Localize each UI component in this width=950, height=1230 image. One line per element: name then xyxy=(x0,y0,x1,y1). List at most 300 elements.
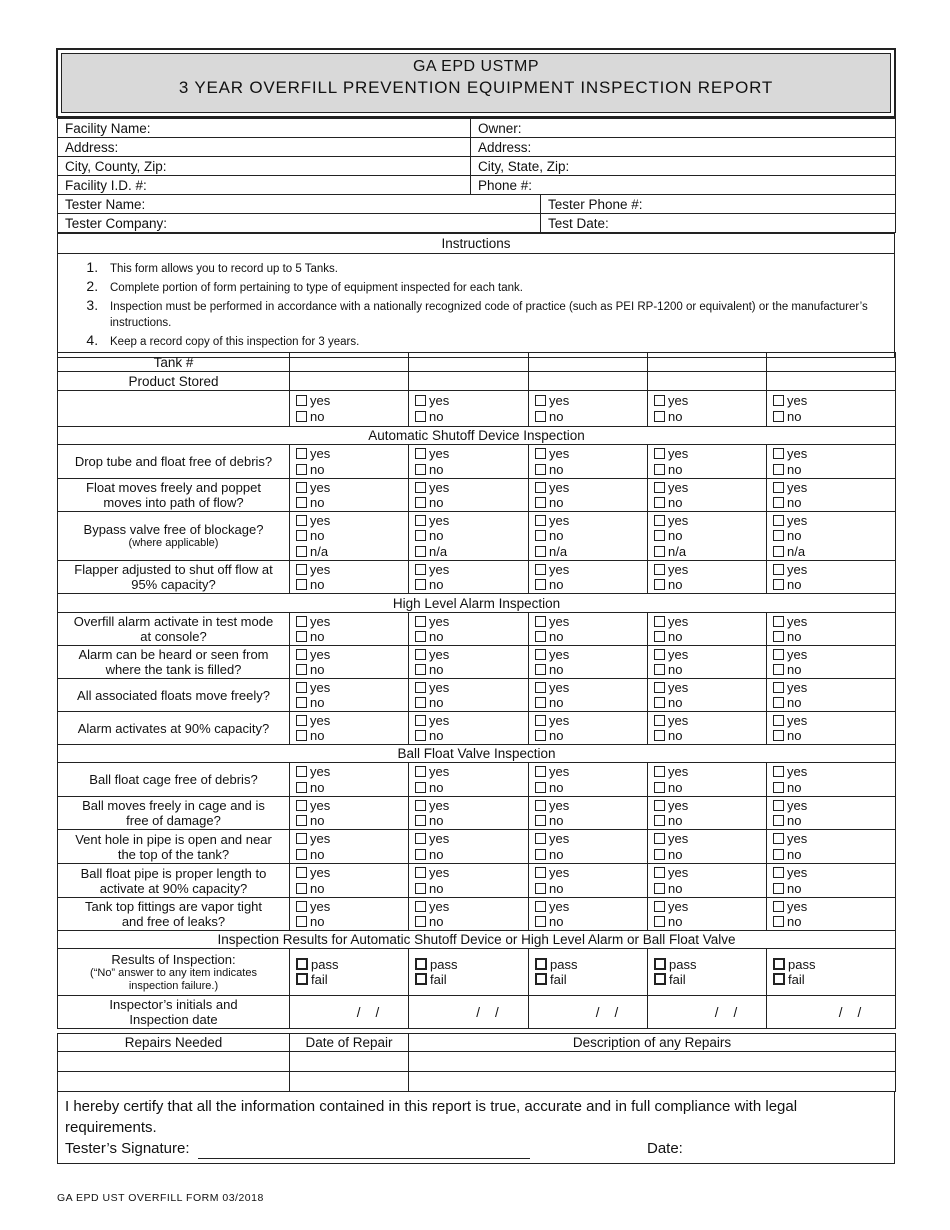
facility-id-field[interactable]: Facility I.D. #: xyxy=(58,176,471,195)
checkbox-no[interactable] xyxy=(535,579,546,590)
tank-number-label: Tank # xyxy=(58,353,290,372)
option-label: no xyxy=(668,528,683,544)
checkbox-yes[interactable] xyxy=(773,715,784,726)
checkbox-no[interactable] xyxy=(773,782,784,793)
option-label: no xyxy=(310,695,325,710)
option-no xyxy=(415,881,522,897)
checkbox-yes[interactable] xyxy=(415,867,426,878)
checkbox-yes[interactable] xyxy=(415,515,426,526)
checkbox-yes[interactable] xyxy=(296,616,307,627)
checkbox-yes[interactable] xyxy=(415,766,426,777)
checkbox-yes[interactable] xyxy=(296,715,307,726)
option-no xyxy=(415,629,522,645)
option-label: yes xyxy=(549,512,570,528)
option-label: no xyxy=(668,880,683,896)
tank-response-cell xyxy=(290,797,409,830)
checkbox-yes[interactable] xyxy=(773,616,784,627)
checkbox-fail[interactable] xyxy=(415,973,427,985)
option-no xyxy=(296,528,402,544)
option-yes xyxy=(535,713,641,729)
tank-response-cell xyxy=(529,512,648,561)
option-label: n/a xyxy=(429,543,448,559)
checkbox-na[interactable] xyxy=(535,546,546,557)
instructions-list xyxy=(58,254,894,357)
option-no xyxy=(654,629,760,645)
checkbox-yes[interactable] xyxy=(296,649,307,660)
tank-response-cell xyxy=(767,561,896,594)
checkbox-no[interactable] xyxy=(535,849,546,860)
option-yes xyxy=(773,393,889,409)
tank-response-cell xyxy=(529,830,648,864)
option-yes xyxy=(296,562,402,578)
repair-description-input[interactable] xyxy=(409,1052,896,1072)
checkbox-yes[interactable] xyxy=(773,766,784,777)
checkbox-no[interactable] xyxy=(773,497,784,508)
checkbox-yes[interactable] xyxy=(654,766,665,777)
checkbox-yes[interactable] xyxy=(773,482,784,493)
repair-description-header: Description of any Repairs xyxy=(409,1034,896,1052)
tank-number-input[interactable] xyxy=(529,353,648,372)
option-label: yes xyxy=(429,446,450,461)
option-no xyxy=(654,847,760,863)
option-no xyxy=(654,728,760,744)
checkbox-yes[interactable] xyxy=(654,515,665,526)
checkbox-yes[interactable] xyxy=(415,715,426,726)
checkbox-yes[interactable] xyxy=(535,564,546,575)
checkbox-no[interactable] xyxy=(415,497,426,508)
initials-date-input[interactable] xyxy=(290,996,409,1029)
checkbox-yes[interactable] xyxy=(415,448,426,459)
checkbox-yes[interactable] xyxy=(535,766,546,777)
initials-date-input[interactable] xyxy=(529,996,648,1029)
checkbox-no[interactable] xyxy=(773,815,784,826)
option-label: yes xyxy=(668,764,689,779)
question-text: moves into path of flow? xyxy=(103,495,244,510)
checkbox-no[interactable] xyxy=(535,530,546,541)
checkbox-no[interactable] xyxy=(415,849,426,860)
checkbox-no[interactable] xyxy=(296,697,307,708)
checkbox-yes[interactable] xyxy=(654,800,665,811)
checkbox-yes[interactable] xyxy=(296,448,307,459)
initials-label xyxy=(58,996,290,1029)
tank-response-cell xyxy=(290,763,409,797)
checkbox-no[interactable] xyxy=(415,883,426,894)
checkbox-no[interactable] xyxy=(773,411,784,422)
checkbox-pass[interactable] xyxy=(415,958,427,970)
checkbox-no[interactable] xyxy=(654,916,665,927)
checkbox-fail[interactable] xyxy=(654,973,666,985)
checkbox-yes[interactable] xyxy=(415,616,426,627)
checkbox-no[interactable] xyxy=(654,631,665,642)
checkbox-no[interactable] xyxy=(415,579,426,590)
question-label xyxy=(58,613,290,646)
checkbox-yes[interactable] xyxy=(296,482,307,493)
checkbox-no[interactable] xyxy=(415,916,426,927)
option-label: yes xyxy=(310,512,331,528)
checkbox-yes[interactable] xyxy=(415,482,426,493)
checkbox-yes[interactable] xyxy=(415,682,426,693)
date-mask: / / xyxy=(714,1004,738,1020)
option-label: fail xyxy=(669,972,686,987)
checkbox-no[interactable] xyxy=(535,782,546,793)
checkbox-no[interactable] xyxy=(773,849,784,860)
checkbox-yes[interactable] xyxy=(535,395,546,406)
checkbox-no[interactable] xyxy=(654,883,665,894)
checkbox-no[interactable] xyxy=(415,464,426,475)
tank-response-cell xyxy=(529,479,648,512)
checkbox-yes[interactable] xyxy=(773,682,784,693)
repair-date-input[interactable] xyxy=(290,1072,409,1092)
tank-response-cell xyxy=(409,512,529,561)
option-label: no xyxy=(549,577,564,592)
checkbox-yes[interactable] xyxy=(296,564,307,575)
checkbox-yes[interactable] xyxy=(296,901,307,912)
checkbox-yes[interactable] xyxy=(296,515,307,526)
question-text: where the tank is filled? xyxy=(105,662,242,677)
tank-result-cell xyxy=(529,949,648,996)
checkbox-na[interactable] xyxy=(654,546,665,557)
checkbox-yes[interactable] xyxy=(773,833,784,844)
checkbox-yes[interactable] xyxy=(654,482,665,493)
facility-city-field[interactable]: City, County, Zip: xyxy=(58,157,471,176)
checkbox-yes[interactable] xyxy=(415,649,426,660)
checkbox-yes[interactable] xyxy=(415,833,426,844)
checkbox-no[interactable] xyxy=(415,815,426,826)
checkbox-fail[interactable] xyxy=(773,973,785,985)
checkbox-no[interactable] xyxy=(773,916,784,927)
checkbox-yes[interactable] xyxy=(773,901,784,912)
option-label: yes xyxy=(429,479,450,495)
option-no xyxy=(415,577,522,593)
checkbox-yes[interactable] xyxy=(415,395,426,406)
option-label: yes xyxy=(549,898,570,914)
option-label: no xyxy=(429,495,444,510)
checkbox-no[interactable] xyxy=(415,530,426,541)
facility-name-field[interactable]: Facility Name: xyxy=(58,119,471,138)
checkbox-yes[interactable] xyxy=(415,800,426,811)
option-yes xyxy=(654,764,760,780)
product-stored-input[interactable] xyxy=(409,372,529,391)
option-label: no xyxy=(429,629,444,644)
checkbox-no[interactable] xyxy=(654,849,665,860)
checkbox-yes[interactable] xyxy=(535,833,546,844)
option-label: yes xyxy=(668,479,689,495)
option-label: no xyxy=(668,695,683,710)
initials-date-input[interactable] xyxy=(767,996,896,1029)
question-text: Bypass valve free of blockage? xyxy=(83,522,264,537)
checkbox-yes[interactable] xyxy=(535,867,546,878)
checkbox-no[interactable] xyxy=(296,916,307,927)
checkbox-no[interactable] xyxy=(296,849,307,860)
question-label xyxy=(58,898,290,931)
section-title: Inspection Results for Automatic Shutoff Device or High Level Alarm or Ball Float Valve xyxy=(58,931,896,949)
question-text: Float moves freely and poppet xyxy=(86,480,261,495)
option-yes xyxy=(654,865,760,881)
checkbox-no[interactable] xyxy=(415,730,426,741)
option-label: yes xyxy=(429,512,450,528)
option-no xyxy=(296,462,402,478)
option-label: yes xyxy=(668,646,689,662)
option-no xyxy=(535,695,641,711)
checkbox-no[interactable] xyxy=(535,697,546,708)
checkbox-yes[interactable] xyxy=(773,515,784,526)
checkbox-yes[interactable] xyxy=(654,682,665,693)
option-label: no xyxy=(310,461,325,477)
checkbox-yes[interactable] xyxy=(535,616,546,627)
checkbox-no[interactable] xyxy=(296,883,307,894)
checkbox-no[interactable] xyxy=(415,782,426,793)
owner-phone-field[interactable]: Phone #: xyxy=(471,176,896,195)
checkbox-yes[interactable] xyxy=(773,448,784,459)
initials-date-input[interactable] xyxy=(409,996,529,1029)
checkbox-yes[interactable] xyxy=(535,901,546,912)
tester-phone-field[interactable]: Tester Phone #: xyxy=(541,195,896,214)
checkbox-yes[interactable] xyxy=(535,482,546,493)
facility-address-field[interactable]: Address: xyxy=(58,138,471,157)
option-label: n/a xyxy=(310,543,329,559)
option-label: yes xyxy=(310,764,331,779)
checkbox-yes[interactable] xyxy=(415,564,426,575)
checkbox-no[interactable] xyxy=(296,730,307,741)
checkbox-no[interactable] xyxy=(415,411,426,422)
option-label: yes xyxy=(429,764,450,779)
option-label: no xyxy=(429,914,444,929)
repairs-needed-input[interactable] xyxy=(58,1072,290,1092)
checkbox-pass[interactable] xyxy=(535,958,547,970)
checkbox-yes[interactable] xyxy=(296,766,307,777)
checkbox-yes[interactable] xyxy=(773,867,784,878)
checkbox-no[interactable] xyxy=(654,579,665,590)
checkbox-yes[interactable] xyxy=(654,395,665,406)
checkbox-yes[interactable] xyxy=(535,649,546,660)
checkbox-no[interactable] xyxy=(773,579,784,590)
owner-field[interactable]: Owner: xyxy=(471,119,896,138)
checkbox-yes[interactable] xyxy=(535,715,546,726)
checkbox-no[interactable] xyxy=(654,464,665,475)
checkbox-yes[interactable] xyxy=(654,448,665,459)
option-label: yes xyxy=(549,797,570,813)
checkbox-no[interactable] xyxy=(773,464,784,475)
option-label: no xyxy=(787,779,802,795)
tank-number-input[interactable] xyxy=(767,353,896,372)
checkbox-yes[interactable] xyxy=(535,682,546,693)
tester-name-field[interactable]: Tester Name: xyxy=(58,195,541,214)
checkbox-no[interactable] xyxy=(535,464,546,475)
checkbox-no[interactable] xyxy=(773,664,784,675)
option-no xyxy=(296,813,402,829)
tank-response-cell xyxy=(767,864,896,898)
tank-number-input[interactable] xyxy=(409,353,529,372)
question-label xyxy=(58,646,290,679)
inspection-grid xyxy=(57,352,896,1029)
checkbox-no[interactable] xyxy=(773,883,784,894)
option-label: no xyxy=(549,813,564,828)
option-no xyxy=(535,914,641,930)
tester-company-field[interactable]: Tester Company: xyxy=(58,214,541,233)
checkbox-yes[interactable] xyxy=(415,901,426,912)
checkbox-no[interactable] xyxy=(296,815,307,826)
checkbox-no[interactable] xyxy=(773,631,784,642)
checkbox-no[interactable] xyxy=(296,411,307,422)
checkbox-no[interactable] xyxy=(654,782,665,793)
option-yes xyxy=(773,764,889,780)
tank-response-cell xyxy=(648,864,767,898)
option-no xyxy=(773,462,889,478)
tank-response-cell xyxy=(529,763,648,797)
checkbox-yes[interactable] xyxy=(654,901,665,912)
checkbox-na[interactable] xyxy=(296,546,307,557)
option-yes xyxy=(773,798,889,814)
product-stored-input[interactable] xyxy=(648,372,767,391)
option-label: no xyxy=(787,629,802,644)
tank-response-cell xyxy=(767,445,896,479)
checkbox-no[interactable] xyxy=(535,631,546,642)
option-yes xyxy=(535,614,641,630)
checkbox-yes[interactable] xyxy=(654,649,665,660)
option-yes xyxy=(654,680,760,696)
checkbox-yes[interactable] xyxy=(773,564,784,575)
checkbox-no[interactable] xyxy=(296,664,307,675)
checkbox-no[interactable] xyxy=(654,411,665,422)
checkbox-no[interactable] xyxy=(535,411,546,422)
option-label: no xyxy=(549,728,564,743)
option-label: n/a xyxy=(549,543,568,559)
option-label: no xyxy=(787,813,802,828)
checkbox-no[interactable] xyxy=(296,497,307,508)
checkbox-yes[interactable] xyxy=(296,800,307,811)
checkbox-yes[interactable] xyxy=(296,867,307,878)
checkbox-yes[interactable] xyxy=(654,715,665,726)
option-label: yes xyxy=(429,561,450,577)
checkbox-yes[interactable] xyxy=(773,800,784,811)
checkbox-yes[interactable] xyxy=(654,616,665,627)
signature-line[interactable] xyxy=(198,1144,530,1159)
option-label: yes xyxy=(310,679,331,695)
checkbox-no[interactable] xyxy=(535,815,546,826)
option-yes xyxy=(296,764,402,780)
checkbox-yes[interactable] xyxy=(773,395,784,406)
checkbox-no[interactable] xyxy=(296,579,307,590)
option-label: no xyxy=(310,629,325,644)
checkbox-yes[interactable] xyxy=(296,395,307,406)
option-label: yes xyxy=(549,865,570,880)
question-label xyxy=(58,391,290,427)
checkbox-no[interactable] xyxy=(654,730,665,741)
checkbox-no[interactable] xyxy=(296,631,307,642)
initials-date-input[interactable] xyxy=(648,996,767,1029)
checkbox-yes[interactable] xyxy=(654,833,665,844)
checkbox-no[interactable] xyxy=(654,697,665,708)
option-no xyxy=(535,629,641,645)
checkbox-no[interactable] xyxy=(415,664,426,675)
checkbox-yes[interactable] xyxy=(296,833,307,844)
option-no xyxy=(654,914,760,930)
checkbox-yes[interactable] xyxy=(654,564,665,575)
option-label: no xyxy=(787,662,802,677)
option-label: no xyxy=(668,779,683,795)
checkbox-pass[interactable] xyxy=(296,958,308,970)
checkbox-no[interactable] xyxy=(654,497,665,508)
checkbox-no[interactable] xyxy=(296,464,307,475)
checkbox-pass[interactable] xyxy=(773,958,785,970)
option-yes xyxy=(415,713,522,729)
checkbox-no[interactable] xyxy=(296,782,307,793)
checkbox-yes[interactable] xyxy=(535,515,546,526)
checkbox-no[interactable] xyxy=(535,916,546,927)
tank-response-cell xyxy=(529,679,648,712)
checkbox-yes[interactable] xyxy=(654,867,665,878)
tank-response-cell xyxy=(409,646,529,679)
checkbox-no[interactable] xyxy=(773,530,784,541)
checkbox-no[interactable] xyxy=(296,530,307,541)
repair-description-input[interactable] xyxy=(409,1072,896,1092)
option-label: yes xyxy=(668,898,689,914)
repair-date-input[interactable] xyxy=(290,1052,409,1072)
product-stored-input[interactable] xyxy=(290,372,409,391)
tank-number-input[interactable] xyxy=(290,353,409,372)
checkbox-yes[interactable] xyxy=(535,800,546,811)
option-label: yes xyxy=(429,646,450,662)
option-yes xyxy=(654,713,760,729)
tank-response-cell xyxy=(409,679,529,712)
checkbox-pass[interactable] xyxy=(654,958,666,970)
date-mask: / / xyxy=(476,1004,499,1020)
checkbox-no[interactable] xyxy=(535,883,546,894)
option-label: no xyxy=(429,528,444,544)
checkbox-no[interactable] xyxy=(654,530,665,541)
checkbox-na[interactable] xyxy=(773,546,784,557)
checkbox-no[interactable] xyxy=(535,730,546,741)
repairs-needed-input[interactable] xyxy=(58,1052,290,1072)
checkbox-yes[interactable] xyxy=(773,649,784,660)
option-label: no xyxy=(787,695,802,710)
checkbox-no[interactable] xyxy=(415,631,426,642)
checkbox-no[interactable] xyxy=(415,697,426,708)
checkbox-na[interactable] xyxy=(415,546,426,557)
checkbox-yes[interactable] xyxy=(535,448,546,459)
checkbox-fail[interactable] xyxy=(535,973,547,985)
checkbox-no[interactable] xyxy=(654,815,665,826)
checkbox-no[interactable] xyxy=(654,664,665,675)
option-label: no xyxy=(549,461,564,477)
initials-text: Inspection date xyxy=(129,1012,218,1027)
product-stored-input[interactable] xyxy=(529,372,648,391)
checkbox-no[interactable] xyxy=(535,664,546,675)
checkbox-fail[interactable] xyxy=(296,973,308,985)
option-no xyxy=(773,847,889,863)
owner-city-field[interactable]: City, State, Zip: xyxy=(471,157,896,176)
option-label: yes xyxy=(310,613,331,629)
option-label: yes xyxy=(668,512,689,528)
option-fail xyxy=(415,972,522,988)
question-text: All associated floats move freely? xyxy=(77,687,270,703)
checkbox-yes[interactable] xyxy=(296,682,307,693)
test-date-field[interactable]: Test Date: xyxy=(541,214,896,233)
owner-address-field[interactable]: Address: xyxy=(471,138,896,157)
option-label: no xyxy=(668,728,683,743)
question-label xyxy=(58,479,290,512)
option-yes xyxy=(415,764,522,780)
option-yes xyxy=(415,680,522,696)
product-stored-input[interactable] xyxy=(767,372,896,391)
checkbox-no[interactable] xyxy=(773,730,784,741)
checkbox-no[interactable] xyxy=(535,497,546,508)
option-yes xyxy=(654,480,760,496)
option-label: yes xyxy=(787,712,808,728)
option-yes xyxy=(654,614,760,630)
tank-number-input[interactable] xyxy=(648,353,767,372)
checkbox-no[interactable] xyxy=(773,697,784,708)
